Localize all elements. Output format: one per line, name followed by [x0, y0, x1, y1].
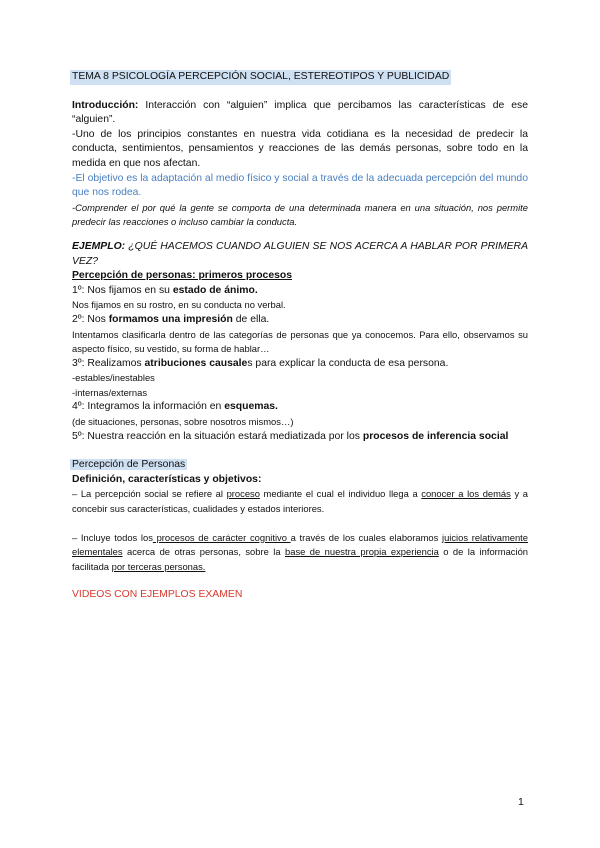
inc-underline-procesos: procesos de carácter cognitivo — [152, 531, 291, 543]
principles-paragraph: -Uno de los principios constantes en nuestra vida cotidiana es la necesidad de predecir la conducta, sentimientos, pensamientos y reacciones de las demás personas, sobre todo en la medida en que nos afectan. — [72, 128, 528, 169]
def-text-a: – La percepción social se refiere al — [72, 488, 227, 500]
inc-text-e: acerca de otras personas, sobre la — [122, 546, 286, 558]
step-1-note: Nos fijamos en su rostro, en su conducta no verbal. — [72, 299, 286, 311]
def-underline-proceso: proceso — [226, 488, 260, 500]
videos-link-text: VIDEOS CON EJEMPLOS EXAMEN — [72, 589, 243, 601]
step-3-item: -estables/inestables — [72, 372, 155, 384]
step-2-bold: formamos una impresión — [108, 313, 233, 325]
step-4-note: (de situaciones, personas, sobre nosotros mismos…) — [72, 416, 294, 428]
inc-underline-base: base de nuestra propia experiencia — [285, 546, 439, 558]
step-2 — [72, 313, 528, 328]
step-4 — [72, 400, 528, 415]
inc-text-c: a través de los cuales elaboramos — [290, 531, 442, 543]
objective-paragraph: -El objetivo es la adaptación al medio físico y social a través de la adecuada percepción del mundo que nos rodea. — [72, 172, 528, 199]
page-number: 1 — [518, 797, 524, 808]
document-body — [72, 70, 528, 603]
def-text-e: y a concebir sus características, cualidades y estados interiores. — [72, 488, 528, 515]
step-2-text: 2º: Nos — [72, 313, 109, 325]
step-2-post: de ella. — [232, 313, 270, 325]
section-2-heading: Percepción de Personas — [72, 459, 186, 471]
step-5-bold: procesos de inferencia social — [362, 430, 509, 442]
includes-paragraph — [72, 531, 528, 575]
step-2-note: Intentamos clasificarla dentro de las categorías de personas que ya conocemos. Para ello, observamos su aspecto físico, su vestido, su forma de hablar… — [72, 328, 528, 355]
step-3-post: s para explicar la conducta de esa persona. — [247, 357, 449, 369]
example-label: EJEMPLO: — [72, 240, 126, 252]
step-3-bold: atribuciones causale — [144, 357, 248, 369]
step-4-text: 4º: Integramos la información en — [72, 401, 225, 413]
document-title: TEMA 8 PSICOLOGÍA PERCEPCIÓN SOCIAL, ESTEREOTIPOS Y PUBLICIDAD — [70, 70, 451, 85]
step-1-bold: estado de ánimo. — [172, 284, 258, 296]
def-underline-conocer: conocer a los demás — [421, 488, 511, 500]
inc-text-a: – Incluye todos los — [72, 531, 153, 543]
step-4-bold: esquemas. — [224, 401, 278, 413]
definition-paragraph — [72, 487, 528, 516]
step-3-text: 3º: Realizamos — [72, 357, 145, 369]
step-3-item: -internas/externas — [72, 386, 148, 398]
example-paragraph — [72, 240, 528, 269]
inc-underline-juicios: juicios relativamente elementales — [72, 531, 528, 558]
step-5 — [72, 430, 528, 445]
step-1-text: 1º: Nos fijamos en su — [72, 284, 173, 296]
section-2-subheading: Definición, características y objetivos: — [72, 473, 262, 485]
intro-text: Interacción con “alguien” implica que percibamos las características de ese “alguien”. — [72, 99, 528, 126]
step-1 — [72, 284, 528, 299]
def-text-c: mediante el cual el individuo llega a — [259, 488, 422, 500]
understand-paragraph: -Comprender el por qué la gente se comporta de una determinada manera en una situación, nos permite predecir las reacciones o incluso cambiar la conducta. — [72, 201, 528, 228]
intro-label: Introducción: — [72, 99, 139, 111]
step-3 — [72, 357, 528, 372]
intro-paragraph — [72, 99, 528, 128]
inc-text-g: o de la información facilitada — [72, 546, 529, 572]
example-text: ¿QUÉ HACEMOS CUANDO ALGUIEN SE NOS ACERCA A HABLAR POR PRIMERA VEZ? — [72, 240, 528, 267]
step-5-text: 5º: Nuestra reacción en la situación estará mediatizada por los — [72, 430, 363, 442]
processes-heading: Percepción de personas: primeros procesos — [72, 270, 293, 282]
inc-underline-terceras: por terceras personas. — [111, 560, 206, 572]
